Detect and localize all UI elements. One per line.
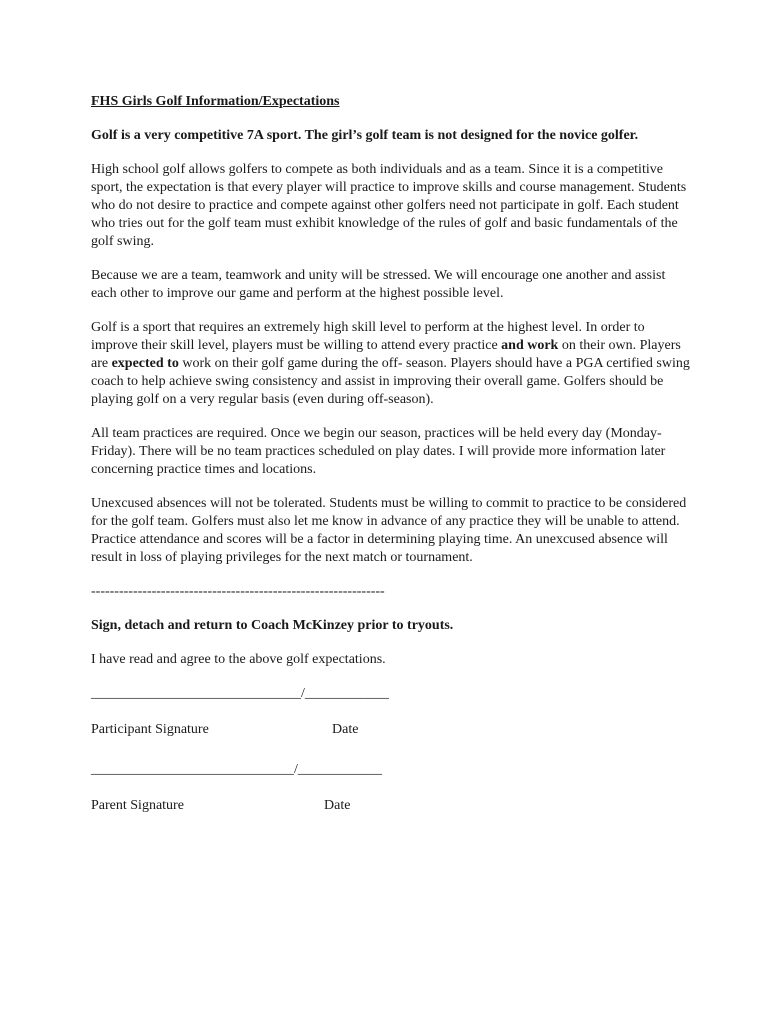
participant-signature-labels <box>91 721 691 739</box>
paragraph-teamwork: Because we are a team, teamwork and unity will be stressed. We will encourage one another and assist each other to improve our game and perform at the highest possible level. <box>91 268 666 301</box>
parent-date-label: Date <box>324 798 351 813</box>
participant-signature-line[interactable]: ______________________________/____________ <box>91 686 389 701</box>
parent-signature-labels <box>91 797 691 815</box>
document-title: FHS Girls Golf Information/Expectations <box>91 94 340 109</box>
parent-signature-line[interactable]: _____________________________/____________ <box>91 762 382 777</box>
paragraph-skill-bold-a: and work <box>501 338 559 353</box>
paragraph-skill-text-b: on their own. Players are <box>91 338 681 371</box>
return-instruction: Sign, detach and return to Coach McKinzey prior to tryouts. <box>91 618 454 633</box>
document-page <box>91 93 691 837</box>
paragraph-skill-level <box>91 319 691 409</box>
paragraph-skill-text-a: Golf is a sport that requires an extremely high skill level to perform at the highest level. In order to improve their skill level, players must be willing to attend every practice <box>91 320 645 353</box>
paragraph-practices: All team practices are required. Once we begin our season, practices will be held every day (Monday-Friday). There will be no team practices scheduled on play dates. I will provide more information later concerning practice times and locations. <box>91 426 666 477</box>
lead-statement: Golf is a very competitive 7A sport. The girl’s golf team is not designed for the novice golfer. <box>91 128 639 143</box>
paragraph-skill-text-c: work on their golf game during the off- season. Players should have a PGA certified swing coach to help achieve swing consistency and assist in improving their overall game. Golfers should be playing golf on a very regular basis (even during off-season). <box>91 356 690 407</box>
paragraph-absences: Unexcused absences will not be tolerated. Students must be willing to commit to practice to be considered for the golf team. Golfers must also let me know in advance of any practice they will be unable to attend. Practice attendance and scores will be a factor in determining playing time. An unexcused absence will result in loss of playing privileges for the next match or tournament. <box>91 496 687 565</box>
agreement-statement: I have read and agree to the above golf expectations. <box>91 652 386 667</box>
participant-signature-label: Participant Signature <box>91 722 209 737</box>
parent-signature-label: Parent Signature <box>91 798 184 813</box>
paragraph-overview: High school golf allows golfers to compete as both individuals and as a team. Since it is a competitive sport, the expectation is that every player will practice to improve skills and course management. Students who do not desire to practice and compete against other golfers need not participate in golf. Each student who tries out for the golf team must exhibit knowledge of the rules of golf and basic fundamentals of the golf swing. <box>91 162 687 249</box>
detach-divider: --------------------------------------------------------------- <box>91 584 385 599</box>
participant-date-label: Date <box>332 722 359 737</box>
paragraph-skill-bold-b: expected to <box>111 356 179 371</box>
